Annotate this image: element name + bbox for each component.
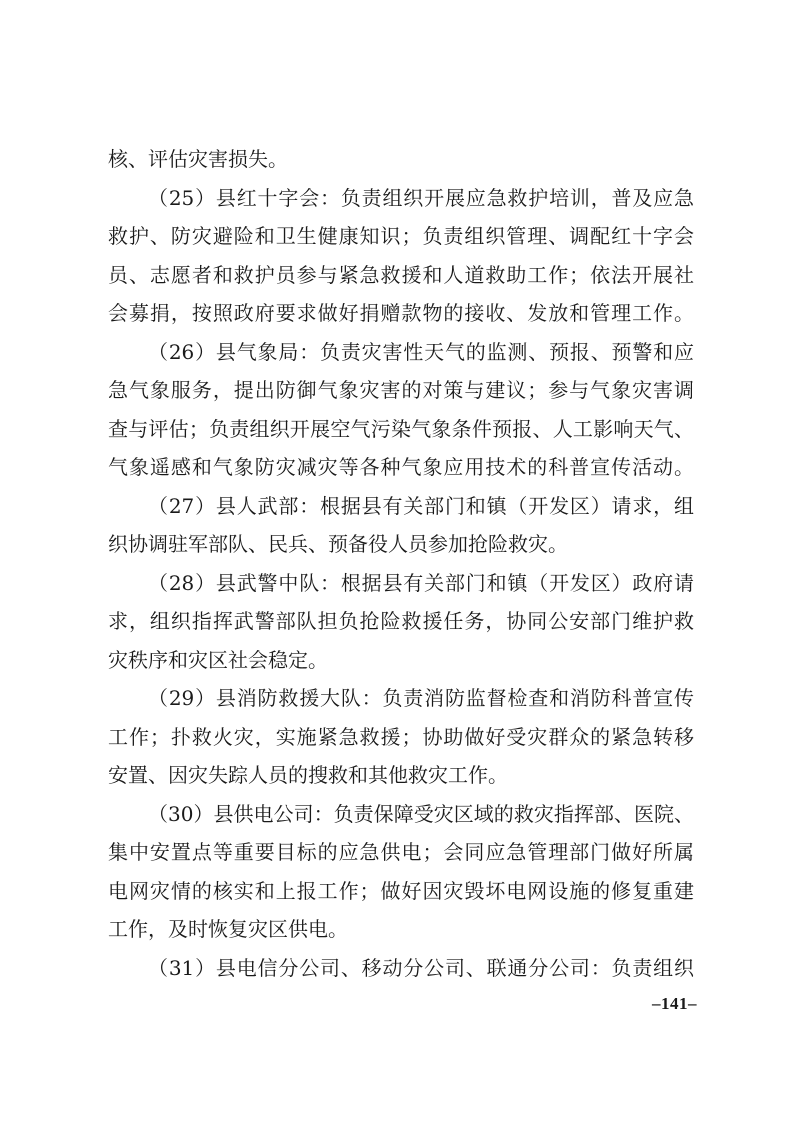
text-line-item-27-start: （27）县人武部：根据县有关部门和镇（开发区）请求，组	[148, 493, 694, 518]
text-line: 救护、防灾避险和卫生健康知识；负责组织管理、调配红十字会	[108, 224, 694, 248]
text-line-item-25-start: （25）县红十字会：负责组织开展应急救护培训，普及应急	[148, 185, 694, 210]
text-line-item-26-start: （26）县气象局：负责灾害性天气的监测、预报、预警和应	[148, 339, 694, 364]
text-line: 工作；扑救火灾，实施紧急救援；协助做好受灾群众的紧急转移	[108, 724, 694, 749]
text-line-item-29-start: （29）县消防救援大队：负责消防监督检查和消防科普宣传	[148, 686, 694, 710]
text-line: 气象遥感和气象防灾减灾等各种气象应用技术的科普宣传活动。	[108, 455, 694, 479]
text-line: 灾秩序和灾区社会稳定。	[108, 647, 328, 672]
text-line-item-28-start: （28）县武警中队：根据县有关部门和镇（开发区）政府请	[148, 570, 694, 595]
text-line: 急气象服务，提出防御气象灾害的对策与建议；参与气象灾害调	[108, 378, 694, 402]
text-line: 安置、因灾失踪人员的搜救和其他救灾工作。	[108, 763, 508, 787]
text-line-item-30-start: （30）县供电公司：负责保障受灾区域的救灾指挥部、医院、	[148, 801, 694, 826]
text-line: 织协调驻军部队、民兵、预备役人员参加抢险救灾。	[108, 532, 568, 556]
document-body	[108, 140, 694, 987]
text-line: 员、志愿者和救护员参与紧急救援和人道救助工作；依法开展社	[108, 262, 694, 287]
text-line: 工作，及时恢复灾区供电。	[108, 917, 348, 941]
text-line: 会募捐，按照政府要求做好捐赠款物的接收、发放和管理工作。	[108, 301, 694, 325]
text-line: 查与评估；负责组织开展空气污染气象条件预报、人工影响天气、	[108, 416, 694, 441]
page-number: –141–	[652, 994, 697, 1013]
text-line: 集中安置点等重要目标的应急供电；会同应急管理部门做好所属	[108, 840, 694, 864]
text-line: 求，组织指挥武警部队担负抢险救援任务，协同公安部门维护救	[108, 609, 694, 633]
text-line: 电网灾情的核实和上报工作；做好因灾毁坏电网设施的修复重建	[108, 878, 694, 903]
text-line-item-31-start: （31）县电信分公司、移动分公司、联通分公司：负责组织	[148, 955, 694, 980]
text-line: 核、评估灾害损失。	[108, 147, 288, 171]
